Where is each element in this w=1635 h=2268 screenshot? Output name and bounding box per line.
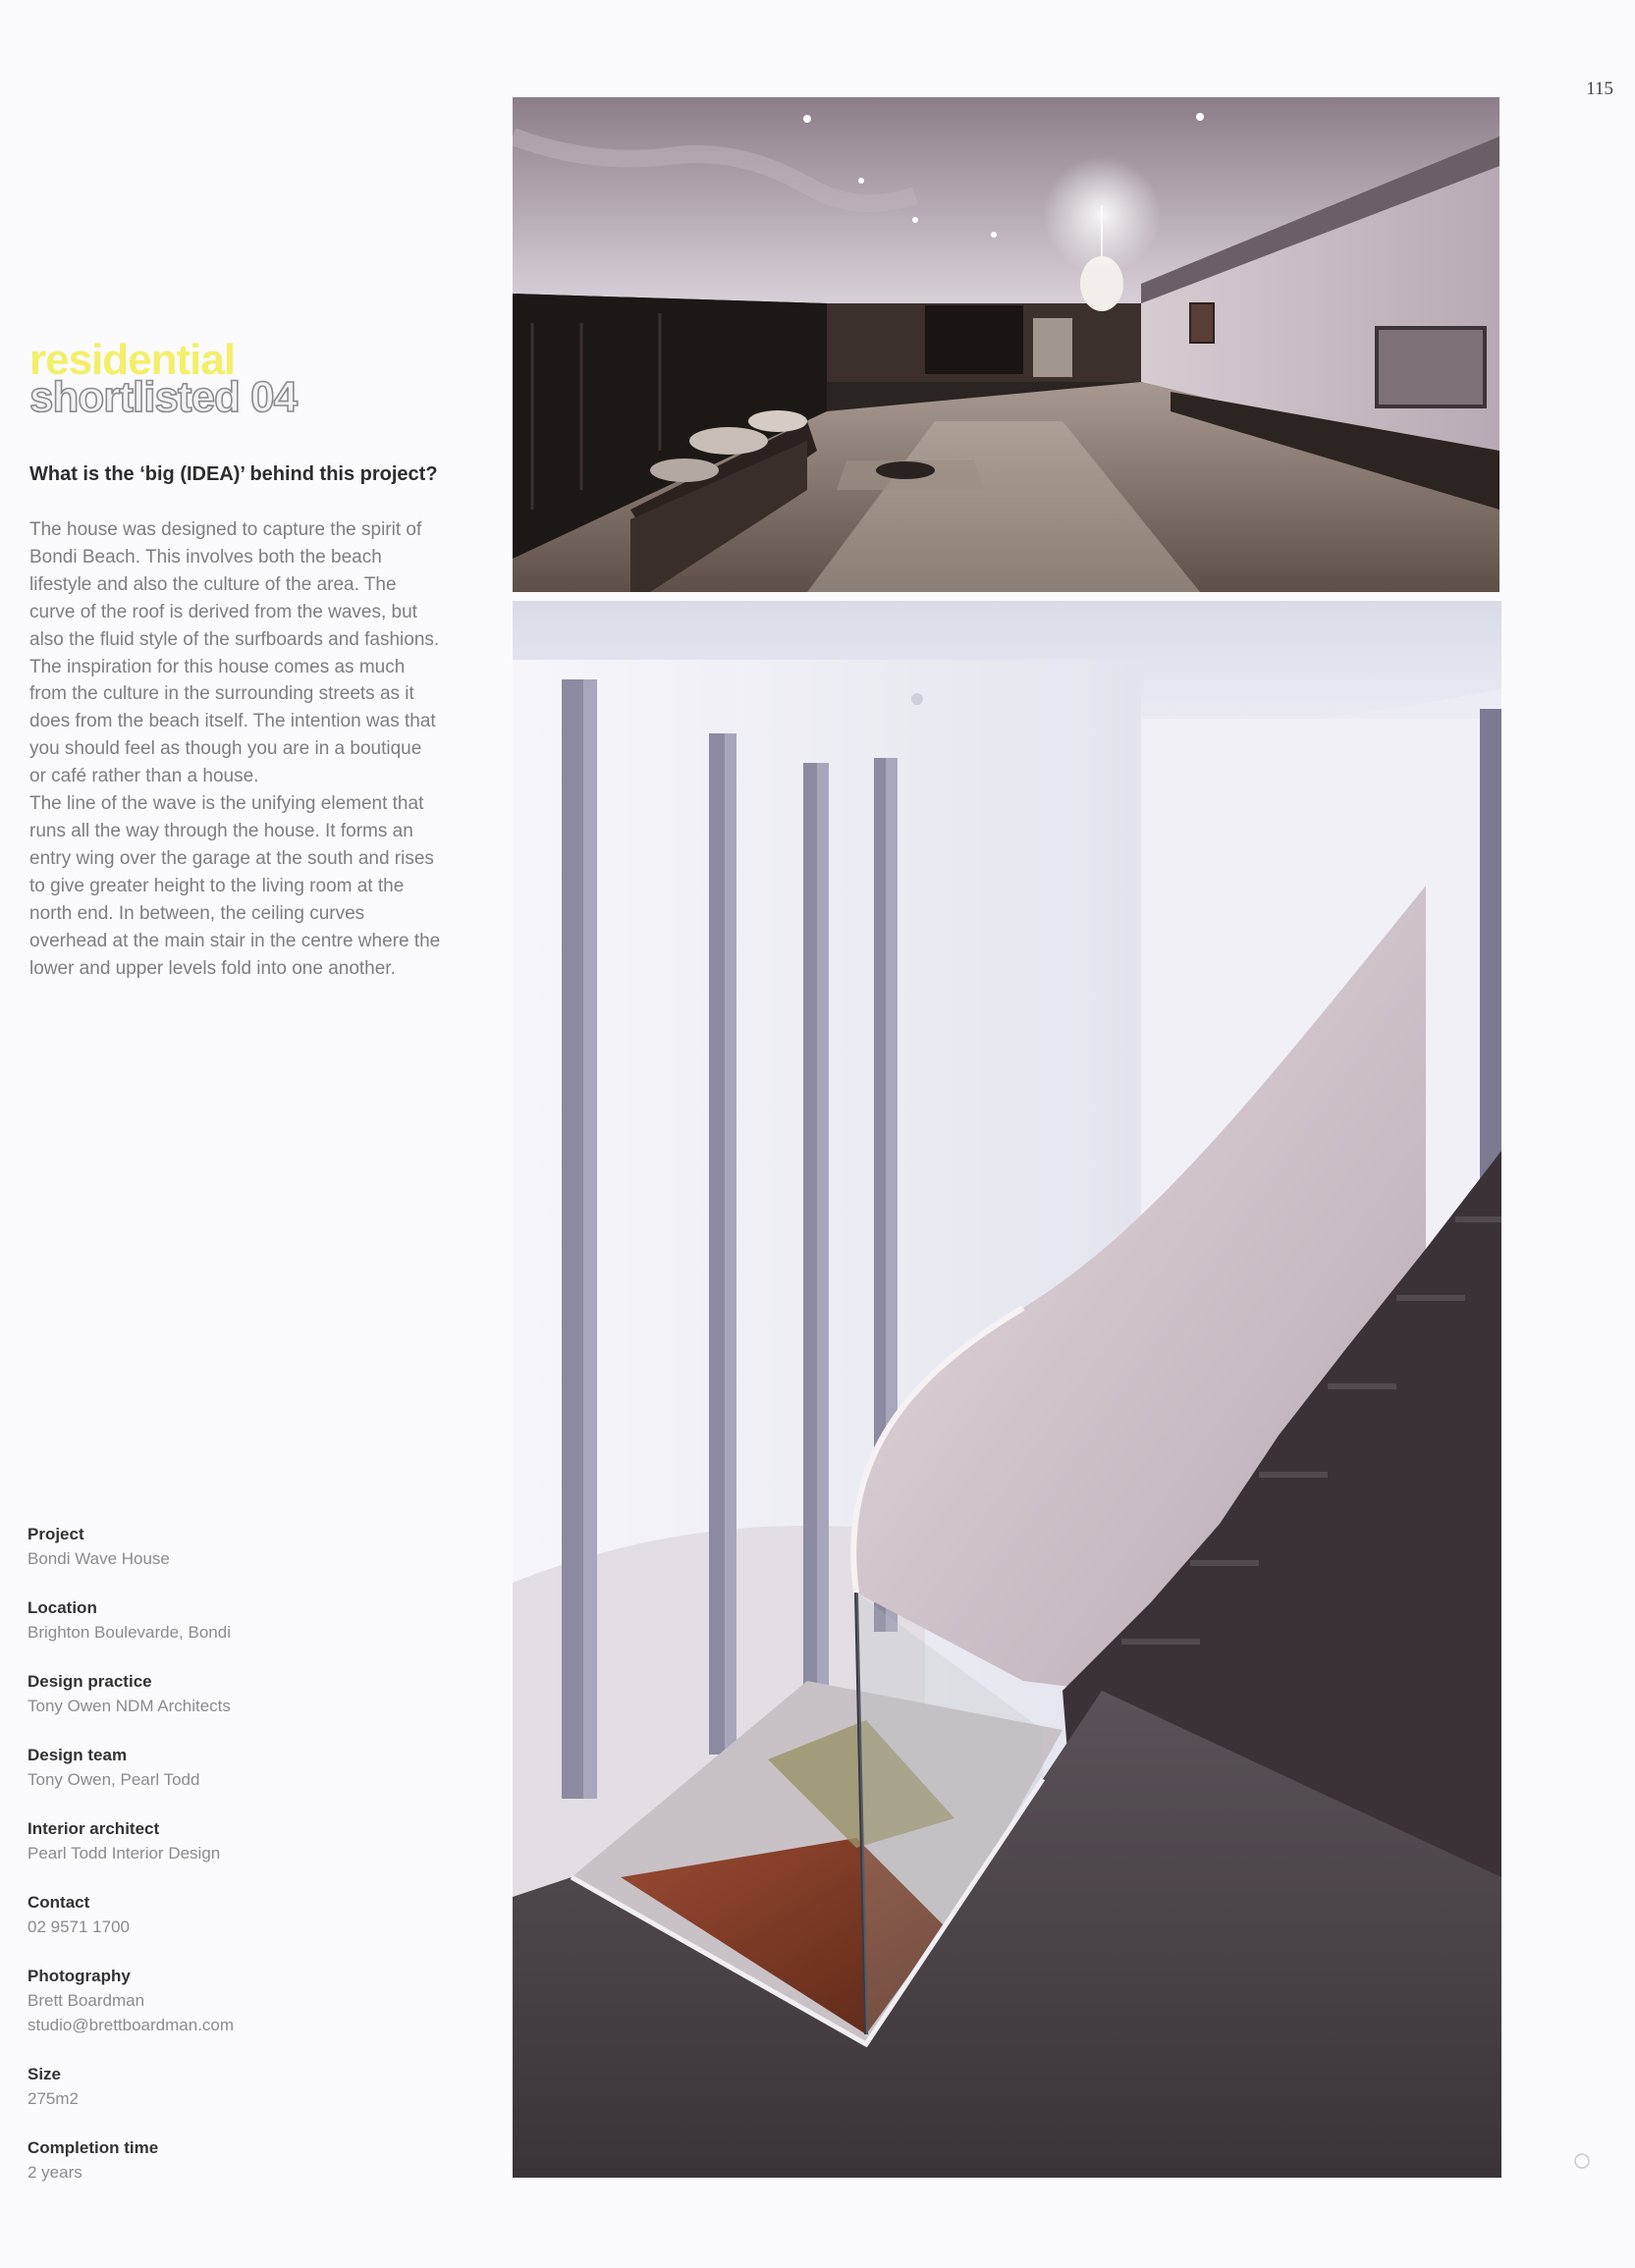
section-subkicker: shortlisted 04 [29, 373, 298, 421]
fact-project [27, 1522, 460, 1571]
body-text [29, 516, 442, 982]
fact-value: Tony Owen NDM Architects [27, 1697, 231, 1715]
fact-label: Interior architect [27, 1819, 160, 1838]
fact-value: Bondi Wave House [27, 1549, 170, 1568]
paragraph: The inspiration for this house comes as much from the culture in the surrounding streets as it does from the beach itself. The intention was that you should feel as though you are in a boutique or café rather than a house. [29, 656, 436, 787]
section-kicker: residential [29, 336, 236, 384]
fact-location [27, 1595, 460, 1645]
fact-value: 02 9571 1700 [27, 1917, 130, 1936]
fact-label: Design practice [27, 1672, 152, 1691]
fact-interior-architect [27, 1816, 460, 1865]
paragraph: The line of the wave is the unifying element that runs all the way through the house. It forms an entry wing over the garage at the south and rises to give greater height to the living room at the north end. In between, the ceiling curves overhead at the main stair in the centre where the lower and upper levels fold into one another. [29, 793, 441, 979]
fact-value: Brett Boardman [27, 1991, 145, 2010]
fact-label: Project [27, 1525, 84, 1543]
fact-completion-time [27, 2135, 460, 2185]
fact-email: studio@brettboardman.com [27, 2016, 235, 2034]
idea-question: What is the ‘big (IDEA)’ behind this project? [29, 463, 438, 485]
fact-photography [27, 1964, 460, 2037]
fact-label: Size [27, 2065, 62, 2083]
living-room-photo [513, 97, 1499, 592]
fact-label: Design team [27, 1746, 128, 1764]
fact-label: Completion time [27, 2138, 159, 2157]
fact-value: Tony Owen, Pearl Todd [27, 1770, 200, 1789]
section-heading [29, 336, 298, 421]
fact-design-team [27, 1743, 460, 1792]
fact-size [27, 2062, 460, 2111]
fact-value: Brighton Boulevarde, Bondi [27, 1623, 231, 1642]
staircase-photo [513, 601, 1501, 2178]
registration-mark [1571, 2150, 1593, 2172]
fact-label: Location [27, 1598, 97, 1617]
fact-value: Pearl Todd Interior Design [27, 1844, 221, 1863]
paragraph: The house was designed to capture the spirit of Bondi Beach. This involves both the beach lifestyle and also the culture of the area. The curve of the roof is derived from the waves, but also the fluid style of the surfboards and fashions. [29, 519, 440, 650]
fact-contact [27, 1890, 460, 1939]
fact-design-practice [27, 1669, 460, 1718]
fact-label: Photography [27, 1967, 131, 1985]
project-facts [27, 1522, 460, 2209]
fact-label: Contact [27, 1893, 90, 1912]
fact-value: 2 years [27, 2163, 82, 2182]
fact-value: 275m2 [27, 2089, 79, 2108]
page-number: 115 [1586, 79, 1613, 99]
